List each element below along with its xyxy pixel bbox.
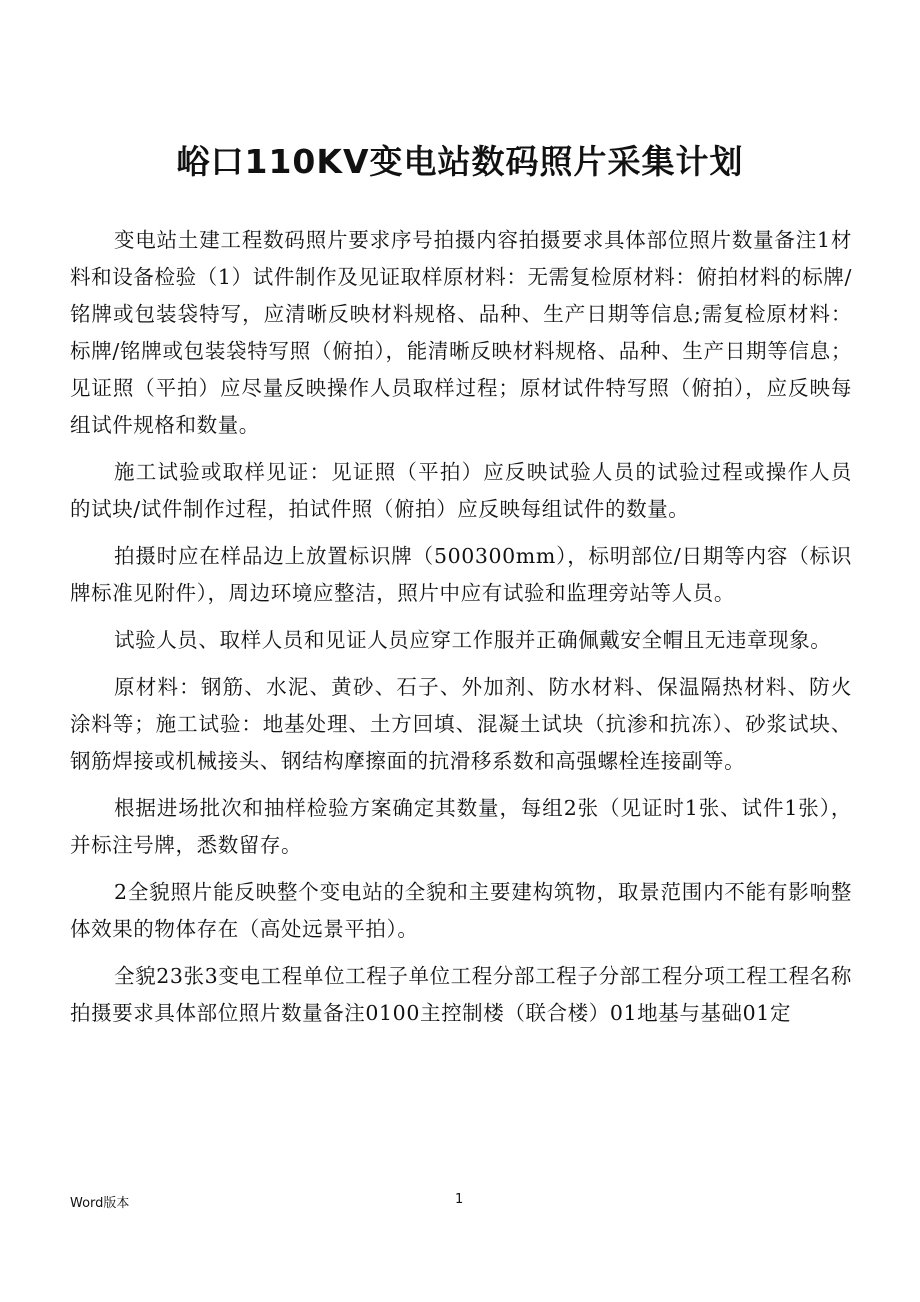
paragraph: 2全貌照片能反映整个变电站的全貌和主要建构筑物，取景范围内不能有影响整体效果的物体存在（高处远景平拍）。 bbox=[70, 880, 852, 941]
paragraph: 拍摄时应在样品边上放置标识牌（500300mm），标明部位/日期等内容（标识牌标准见附件），周边环境应整洁，照片中应有试验和监理旁站等人员。 bbox=[70, 544, 852, 605]
page-number: 1 bbox=[455, 1192, 464, 1207]
paragraph: 全貌23张3变电工程单位工程子单位工程分部工程子分部工程分项工程工程名称拍摄要求具体部位照片数量备注0100主控制楼（联合楼）01地基与基础01定 bbox=[70, 964, 852, 1025]
paragraph: 施工试验或取样见证：见证照（平拍）应反映试验人员的试验过程或操作人员的试块/试件制作过程，拍试件照（俯拍）应反映每组试件的数量。 bbox=[70, 460, 852, 521]
document-body bbox=[70, 222, 852, 1042]
footer-label: Word版本 bbox=[70, 1196, 130, 1211]
document-title: 峪口110KV变电站数码照片采集计划 bbox=[176, 142, 744, 181]
paragraph: 变电站土建工程数码照片要求序号拍摄内容拍摄要求具体部位照片数量备注1材料和设备检验（1）试件制作及见证取样原材料：无需复检原材料：俯拍材料的标牌/铭牌或包装袋特写，应清晰反映材料规格、品种、生产日期等信息;需复检原材料：标牌/铭牌或包装袋特写照（俯拍），能清晰反映材料规格、品种、生产日期等信息；见证照（平拍）应尽量反映操作人员取样过程；原材试件特写照（俯拍），应反映每组试件规格和数量。 bbox=[70, 228, 852, 437]
paragraph: 试验人员、取样人员和见证人员应穿工作服并正确佩戴安全帽且无违章现象。 bbox=[114, 628, 832, 652]
paragraph: 原材料：钢筋、水泥、黄砂、石子、外加剂、防水材料、保温隔热材料、防火涂料等；施工试验：地基处理、土方回填、混凝土试块（抗渗和抗冻）、砂浆试块、钢筋焊接或机械接头、钢结构摩擦面的抗滑移系数和高强螺栓连接副等。 bbox=[70, 675, 852, 773]
paragraph: 根据进场批次和抽样检验方案确定其数量，每组2张（见证时1张、试件1张），并标注号牌，悉数留存。 bbox=[70, 796, 852, 857]
